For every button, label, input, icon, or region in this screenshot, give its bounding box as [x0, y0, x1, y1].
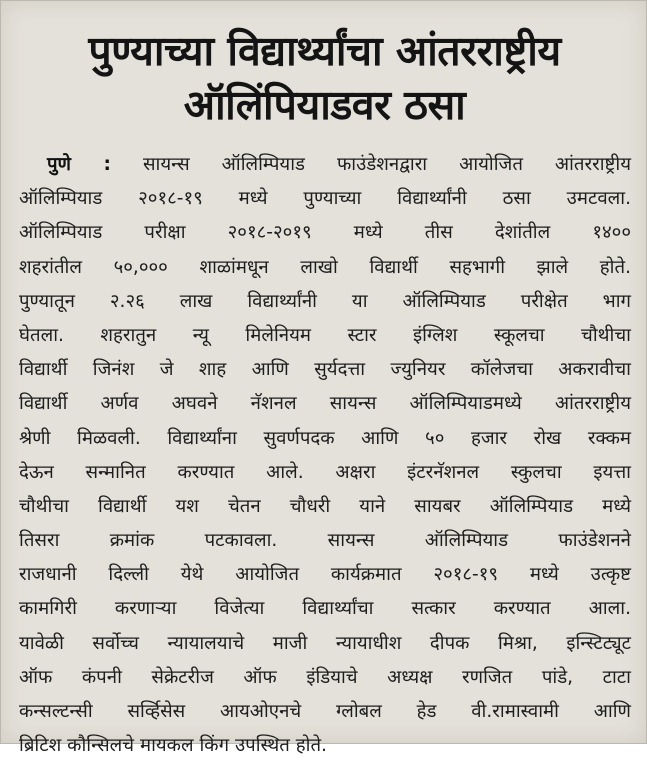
article-line-12: तिसरा क्रमांक पटकावला. सायन्स ऑलिम्पियाड फाउंडेशनने [19, 530, 631, 552]
article-line-14: कामगिरी करणाऱ्या विजेत्या विद्यार्थ्यांचा सत्कार करण्यात आला. [19, 598, 631, 620]
article-line-9: श्रेणी मिळवली. विद्यार्थ्यांना सुवर्णपदक आणि ५० हजार रोख रक्कम [19, 427, 631, 449]
article-body [19, 148, 631, 763]
article-line-13: राजधानी दिल्ली येथे आयोजित कार्यक्रमात २०१८-१९ मध्ये उत्कृष्ट [19, 564, 631, 586]
article-line-17: कन्सल्टन्सी सर्व्हिसेस आयओएनचे ग्लोबल हेड वी.रामास्वामी आणि [19, 701, 631, 722]
article-line-18: ब्रिटिश कौन्सिलचे मायकल किंग उपस्थित होते. [19, 735, 327, 757]
article-line-2: ऑलिम्पियाड २०१८-१९ मध्ये पुण्याच्या विद्यार्थ्यांनी ठसा उमटवला. [19, 188, 631, 210]
article-line-15: यावेळी सर्वोच्च न्यायालयाचे माजी न्यायाधीश दीपक मिश्रा, इन्स्टिट्यूट [19, 632, 631, 654]
article-line-11: चौथीचा विद्यार्थी यश चेतन चौधरी याने सायबर ऑलिम्पियाड मध्ये [19, 495, 631, 517]
dateline: पुणे : [47, 154, 111, 175]
article-line-7: विद्यार्थी जिनंश जे शाह आणि सुर्यदत्ता ज्युनियर कॉलेजचा अकरावीचा [19, 359, 631, 381]
article-first-line [19, 148, 631, 182]
first-line-text: सायन्स ऑलिम्पियाड फाउंडेशनद्वारा आयोजित आंतरराष्ट्रीय [110, 154, 631, 175]
article-line-3: ऑलिम्पियाड परीक्षा २०१८-२०१९ मध्ये तीस देशांतील १४०० [19, 222, 631, 244]
article-line-16: ऑफ कंपनी सेक्रेटरीज ऑफ इंडियाचे अध्यक्ष रणजित पांडे, टाटा [19, 666, 631, 688]
article-line-10: देऊन सन्मानित करण्यात आले. अक्षरा इंटरनॅशनल स्कुलचा इयत्ता [19, 461, 631, 483]
article-line-5: पुण्यातून २.२६ लाख विद्यार्थ्यांनी या ऑलिम्पियाड परीक्षेत भाग [19, 290, 631, 312]
article-line-6: घेतला. शहरातुन न्यू मिलेनियम स्टार इंग्लिश स्कूलचा चौथीचा [19, 324, 631, 346]
headline-line-2: ऑलिंपियाडवर ठसा [183, 81, 466, 129]
headline-line-1: पुण्याच्या विद्यार्थ्यांचा आंतरराष्ट्रीय [88, 27, 561, 75]
article-line-4: शहरांतील ५०,००० शाळांमधून लाखो विद्यार्थी सहभागी झाले होते. [19, 256, 631, 278]
article-line-8: विद्यार्थी अर्णव अघवने नॅशनल सायन्स ऑलिम्पियाडमध्ये आंतरराष्ट्रीय [19, 393, 631, 415]
